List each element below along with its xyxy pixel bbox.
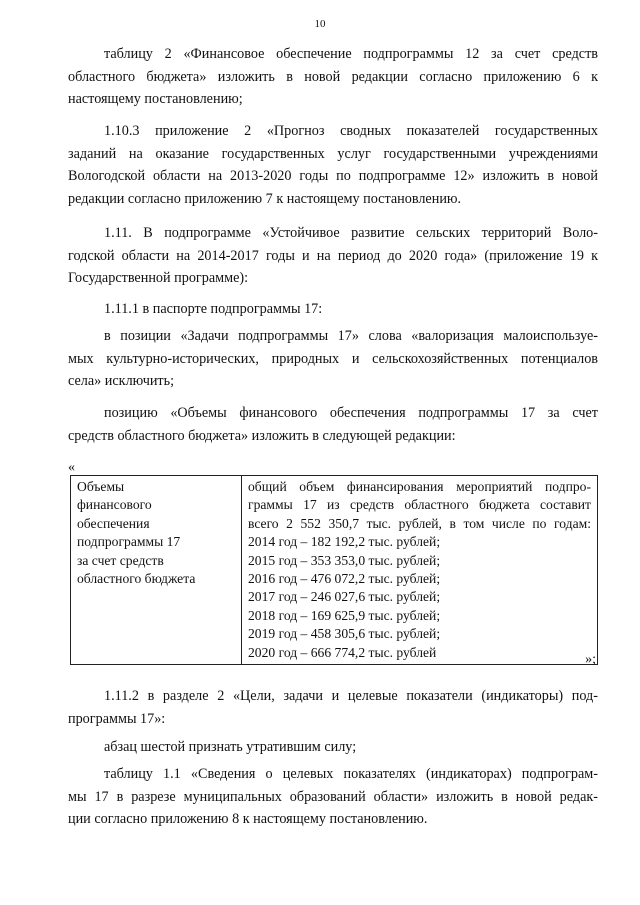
table-row [71,476,598,665]
paragraph-line: в позиции «Задачи подпрограммы 17» слова «валоризация малоиспользуе- [104,328,598,344]
year-line: 2019 год – 458 305,6 тыс. рублей; [248,626,441,642]
paragraph-line: таблицу 2 «Финансовое обеспечение подпрограммы 12 за счет средств [104,46,598,62]
paragraph-abzac [68,736,598,759]
year-line: 2015 год – 353 353,0 тыс. рублей; [248,552,441,568]
paragraph-line: 1.11.2 в разделе 2 «Цели, задачи и целевые показатели (индикаторы) под- [104,688,598,704]
paragraph-line: заданий на оказание государственных услуг государственными учреждениями [68,145,598,162]
cell-line: всего 2 552 350,7 тыс. рублей, в том числе по годам: [248,515,591,531]
paragraph-line: села» исключить; [68,373,175,389]
paragraph-line: мы 17 в разрезе муниципальных образований области» изложить в новой редак- [68,788,598,805]
paragraph-1-11 [68,222,598,290]
paragraph-table-1-1 [68,763,598,831]
paragraph-tasks [68,325,598,393]
paragraph-line: Вологодской области на 2013-2020 годы по подпрограмме 12» изложить в новой [68,168,598,184]
paragraph-line: программы 17»: [68,710,166,727]
year-line: 2014 год – 182 192,2 тыс. рублей; [248,534,441,550]
cell-line: финансового [77,497,152,513]
year-line: 2020 год – 666 774,2 тыс. рублей [248,644,437,660]
paragraph-1-11-1 [68,298,598,321]
paragraph-line: средств областного бюджета» изложить в следующей редакции: [68,427,456,444]
paragraph-line: таблицу 1.1 «Сведения о целевых показателях (индикаторах) подпрограм- [104,766,598,782]
page-number: 10 [314,18,326,30]
paragraph-line: Государственной программе): [68,270,249,286]
paragraph-table-2 [68,43,598,111]
paragraph-line: 1.11.1 в паспорте подпрограммы 17: [104,301,323,317]
quote-close: »; [585,652,596,667]
cell-line: подпрограммы 17 [77,534,181,550]
paragraph-line: редакции согласно приложению 7 к настоящему постановлению. [68,190,462,207]
paragraph-line: годской области на 2014-2017 годы и на период до 2020 года» (приложение 19 к [68,247,598,264]
year-line: 2018 год – 169 625,9 тыс. рублей; [248,607,441,623]
paragraph-line: ции согласно приложению 8 к настоящему постановлению. [68,811,428,827]
table-cell-value [242,476,598,665]
paragraph-funding-position [68,402,598,447]
cell-line: граммы 17 из средств областного бюджета составит [248,497,591,513]
cell-line: обеспечения [77,515,150,531]
paragraph-line: мых культурно-исторических, природных и сельскохозяйственных потенциалов [68,350,598,367]
paragraph-line: абзац шестой признать утратившим силу; [104,739,357,755]
cell-line: Объемы [77,479,125,494]
paragraph-line: позицию «Объемы финансового обеспечения подпрограммы 17 за счет [104,405,598,421]
cell-line: общий объем финансирования мероприятий подпро- [248,479,591,494]
quote-open: « [68,460,75,475]
year-line: 2017 год – 246 027,6 тыс. рублей; [248,589,441,605]
cell-line: за счет средств [77,552,164,568]
paragraph-1-11-2 [68,685,598,730]
year-line: 2016 год – 476 072,2 тыс. рублей; [248,571,441,587]
cell-line: областного бюджета [77,571,196,587]
table-cell-label [71,476,242,665]
paragraph-1-10-3 [68,120,598,210]
paragraph-line: 1.11. В подпрограмме «Устойчивое развитие сельских территорий Воло- [104,225,598,241]
funding-table [70,475,598,665]
paragraph-line: областного бюджета» изложить в новой редакции согласно приложению 6 к [68,68,598,85]
paragraph-line: настоящему постановлению; [68,91,243,107]
paragraph-line: 1.10.3 приложение 2 «Прогноз сводных показателей государственных [104,123,598,139]
